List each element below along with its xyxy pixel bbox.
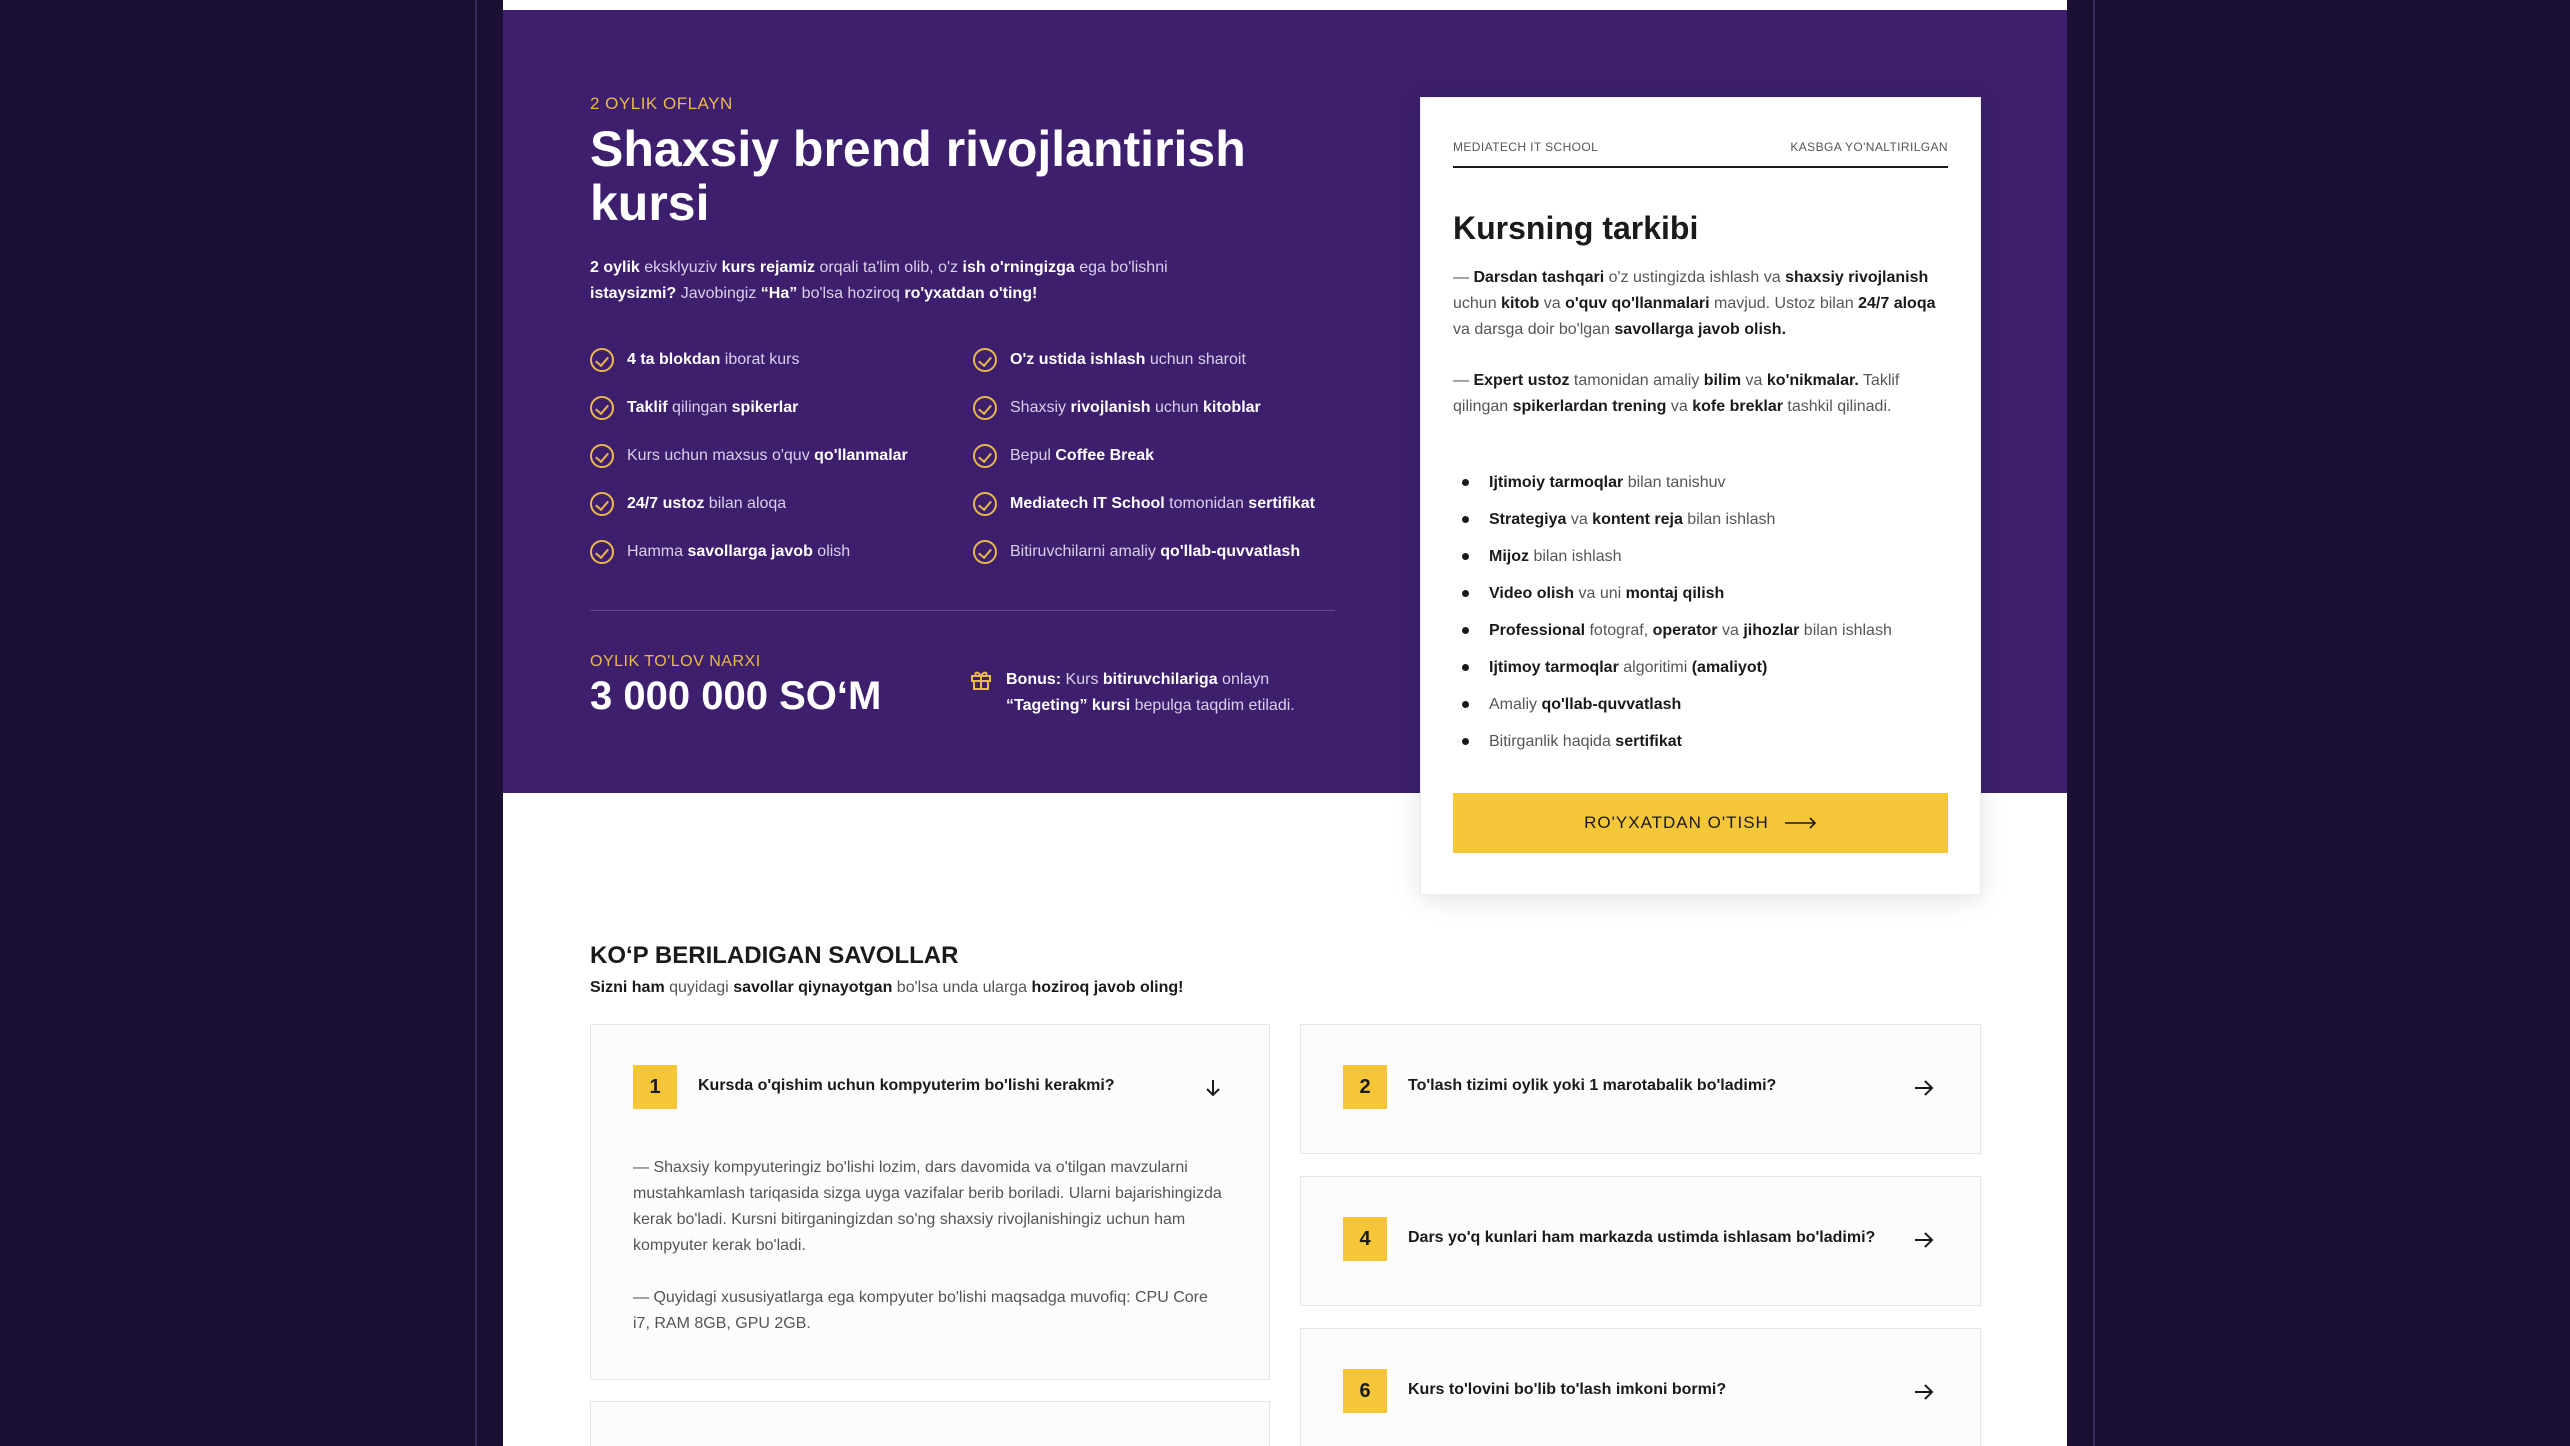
feature-item: Hamma savollarga javob olish [590,540,973,564]
list-item: Amaliy qo'llab-quvvatlash [1453,686,1892,723]
feature-item: Taklif qilingan spikerlar [590,396,973,420]
faq-number: 2 [1343,1065,1387,1109]
arrow-right-icon[interactable] [1914,1079,1934,1097]
faq-title: KO‘P BERILADIGAN SAVOLLAR [590,942,959,969]
feature-item: Bitiruvchilarni amaliy qo'llab-quvvatlash [973,540,1330,564]
list-item: Ijtimoy tarmoqlar algoritimi (amaliyot) [1453,649,1892,686]
course-content-card [1420,97,1981,895]
arrow-right-icon [1785,817,1817,829]
register-button-label: RO'YXATDAN O'TISH [1584,813,1769,832]
faq-item[interactable] [1300,1176,1981,1306]
top-strip [503,0,2067,10]
price-value: 3 000 000 SO‘M [590,674,882,718]
card-tag: KASBGA YO'NALTIRILGAN [1790,140,1948,154]
check-icon [973,348,997,372]
list-item: Bitirganlik haqida sertifikat [1453,723,1892,760]
list-item: Ijtimoiy tarmoqlar bilan tanishuv [1453,464,1892,501]
card-title: Kursning tarkibi [1453,210,1699,246]
card-paragraph: — Expert ustoz tamonidan amaliy bilim va ko'nikmalar. Taklif qilingan spikerlardan trening va kofe breklar tashkil qilinadi. [1453,372,1900,415]
feature-item: Shaxsiy rivojlanish uchun kitoblar [973,396,1330,420]
feature-item: 4 ta blokdan iborat kurs [590,348,973,372]
school-name: MEDIATECH IT SCHOOL [1453,140,1599,154]
course-kicker: 2 OYLIK OFLAYN [590,94,733,113]
feature-item: Mediatech IT School tomonidan sertifikat [973,492,1330,516]
check-icon [973,540,997,564]
faq-number: 1 [633,1065,677,1109]
course-lead: 2 oylik eksklyuziv kurs rejamiz orqali ta'lim olib, o'z ish o'rningizga ega bo'lishni istaysizmi? Javobingiz “Ha” bo'lsa hoziroq ro'yxatdan o'ting! [590,259,1168,302]
faq-answer: — Shaxsiy kompyuteringiz bo'lishi lozim, dars davomida va o'tilgan mavzularni mustahkamlash tariqasida sizga uyga vazifalar berib boriladi. Ularni bajarishingizda kerak bo'ladi. Kursni bitirganingizdan so'ng shaxsiy rivojlanishingiz uchun ham kompyuter kerak bo'ladi. — Quyidagi xususiyatlarga ega kompyuter bo'lishi maqsadga muvofiq: CPU Core i7, RAM 8GB, GPU 2GB. [633,1159,1222,1332]
frame-line-left [475,0,477,1446]
check-icon [973,396,997,420]
arrow-right-icon[interactable] [1914,1383,1934,1401]
faq-question: Kursda o'qishim uchun kompyuterim bo'lishi kerakmi? [698,1077,1115,1094]
arrow-down-icon[interactable] [1203,1079,1223,1097]
register-button[interactable] [1453,793,1948,853]
curriculum-list [1453,464,1892,760]
faq-question: Kurs to'lovini bo'lib to'lash imkoni bormi? [1408,1381,1727,1398]
feature-item: O'z ustida ishlash uchun sharoit [973,348,1330,372]
frame-line-right [2093,0,2095,1446]
card-header [1453,140,1948,168]
price-label: OYLIK TO'LOV NARXI [590,653,761,670]
check-icon [590,444,614,468]
card-paragraph: — Darsdan tashqari o'z ustingizda ishlash va shaxsiy rivojlanish uchun kitob va o'quv qo'llanmalari mavjud. Ustoz bilan 24/7 aloqa va darsga doir bo'lgan savollarga javob olish. [1453,269,1936,338]
list-item: Video olish va uni montaj qilish [1453,575,1892,612]
list-item: Strategiya va kontent reja bilan ishlash [1453,501,1892,538]
faq-question: Dars yo'q kunlari ham markazda ustimda ishlasam bo'ladimi? [1408,1229,1876,1246]
bonus-note [970,667,1340,719]
feature-list [590,348,1330,564]
check-icon [590,396,614,420]
faq-subtitle: Sizni ham quyidagi savollar qiynayotgan bo'lsa unda ularga hoziroq javob oling! [590,979,1184,996]
course-title: Shaxsiy brend rivojlantirish kursi [590,121,1246,231]
faq-question: To'lash tizimi oylik yoki 1 marotabalik bo'ladimi? [1408,1077,1777,1094]
faq-item[interactable] [1300,1328,1981,1446]
feature-item: 24/7 ustoz bilan aloqa [590,492,973,516]
list-item: Mijoz bilan ishlash [1453,538,1892,575]
check-icon [590,348,614,372]
gift-icon [970,669,992,691]
arrow-right-icon[interactable] [1914,1231,1934,1249]
feature-item: Kurs uchun maxsus o'quv qo'llanmalar [590,444,973,468]
check-icon [973,492,997,516]
faq-number: 6 [1343,1369,1387,1413]
faq-number: 4 [1343,1217,1387,1261]
faq-item-partial[interactable] [590,1401,1270,1446]
check-icon [590,492,614,516]
check-icon [590,540,614,564]
faq-item-expanded[interactable] [590,1024,1270,1380]
check-icon [973,444,997,468]
bonus-text: Bonus: Kurs bitiruvchilariga onlayn “Tageting” kursi bepulga taqdim etiladi. [1006,671,1295,714]
faq-item[interactable] [1300,1024,1981,1154]
list-item: Professional fotograf, operator va jihozlar bilan ishlash [1453,612,1892,649]
page [503,0,2067,1446]
feature-item: Bepul Coffee Break [973,444,1330,468]
divider [590,610,1335,611]
